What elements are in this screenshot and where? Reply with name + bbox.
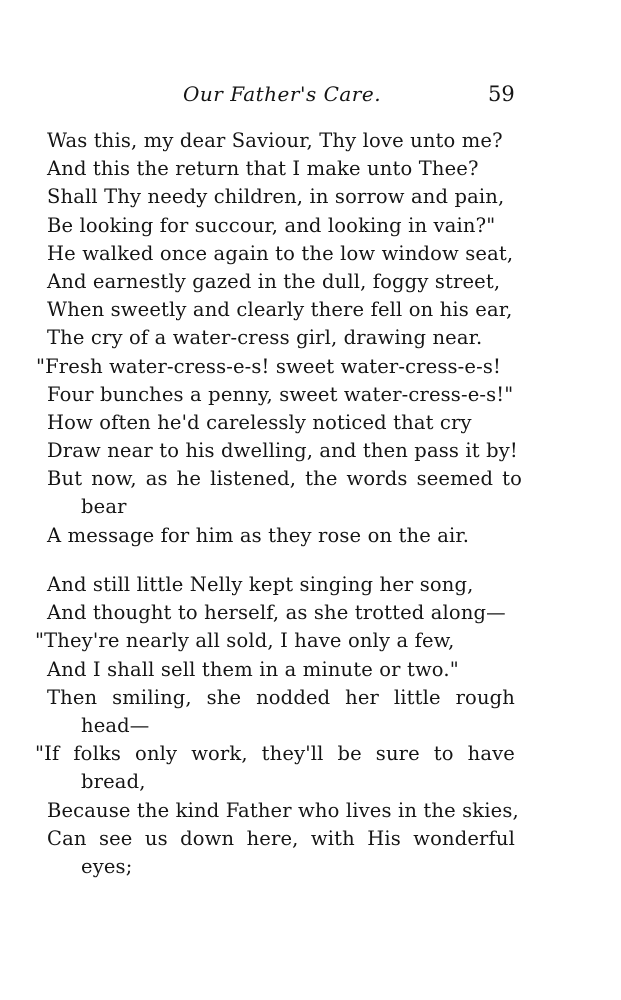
poem-line: And this the return that I make unto Thee? xyxy=(47,157,479,181)
poem-line: A message for him as they rose on the air. xyxy=(47,523,470,547)
poem-line: He walked once again to the low window seat, xyxy=(47,241,514,265)
running-head xyxy=(0,82,621,114)
poem-line-continuation: bear xyxy=(81,495,127,519)
poem-line xyxy=(0,684,621,712)
poem-line-text: But now, as he listened, the words seemed to xyxy=(47,467,522,491)
poem-line xyxy=(0,465,621,493)
poem-line: And I shall sell them in a minute or two." xyxy=(47,657,459,681)
poem-line: Shall Thy needy children, in sorrow and pain, xyxy=(47,185,505,209)
poem-line: When sweetly and clearly there fell on his ear, xyxy=(47,298,513,322)
page-number: 59 xyxy=(488,82,515,106)
poem-line xyxy=(0,825,621,853)
poem-line: Because the kind Father who lives in the skies, xyxy=(47,798,519,822)
poem-line: Draw near to his dwelling, and then pass it by! xyxy=(47,439,518,463)
poem-line-continuation: bread, xyxy=(81,770,146,794)
poem-line-continuation: eyes; xyxy=(81,854,133,878)
poem-line: And still little Nelly kept singing her song, xyxy=(47,573,474,596)
poem-line-continuation: head— xyxy=(81,713,150,737)
poem-line: "They're nearly all sold, I have only a few, xyxy=(35,629,455,653)
poem-line-text: "If folks only work, they'll be sure to have xyxy=(35,742,515,766)
poem-line: And thought to herself, as she trotted along— xyxy=(47,601,506,625)
poem-stanza-2 xyxy=(0,571,621,881)
running-title: Our Father's Care. xyxy=(183,82,382,106)
poem-line: Be looking for succour, and looking in vain?" xyxy=(47,213,496,237)
poem-line-text: Can see us down here, with His wonderful xyxy=(47,826,515,850)
poem-stanza-1 xyxy=(0,127,621,550)
poem-line xyxy=(0,740,621,768)
poem-line: The cry of a water-cress girl, drawing near. xyxy=(47,326,483,350)
poem-line: And earnestly gazed in the dull, foggy street, xyxy=(47,269,501,293)
poem-line: "Fresh water-cress-e-s! sweet water-cress-e-s! xyxy=(36,354,501,378)
poem-line: Was this, my dear Saviour, Thy love unto me? xyxy=(47,129,503,152)
poem-line: Four bunches a penny, sweet water-cress-e-s!" xyxy=(47,382,514,406)
poem-line: How often he'd carelessly noticed that cry xyxy=(47,410,472,434)
poem-line-text: Then smiling, she nodded her little rough xyxy=(47,685,515,709)
